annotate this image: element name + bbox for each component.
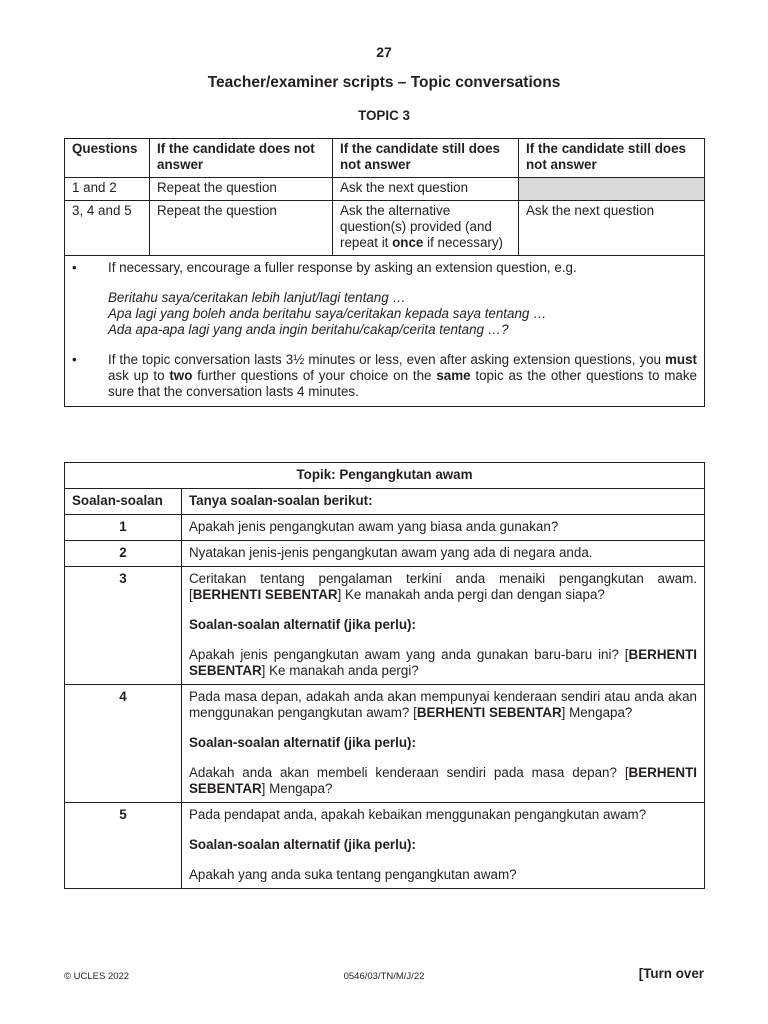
question-text: Pada pendapat anda, apakah kebaikan menggunakan pengangkutan awam? Soalan-soalan alternatif (jika perlu): Apakah yang anda suka tentang pengangkutan awam? xyxy=(182,803,705,889)
cell: Repeat the question xyxy=(150,201,333,256)
question-row-5 xyxy=(65,803,705,889)
column-header-row xyxy=(65,489,705,515)
bullet-icon: • xyxy=(72,260,77,275)
alternative-label: Soalan-soalan alternatif (jika perlu): xyxy=(189,617,416,632)
table-row xyxy=(65,178,705,201)
alternative-label: Soalan-soalan alternatif (jika perlu): xyxy=(189,735,416,750)
cell: Repeat the question xyxy=(150,178,333,201)
alternative-label: Soalan-soalan alternatif (jika perlu): xyxy=(189,837,416,852)
example-questions xyxy=(108,290,697,338)
cell: Ask the next question xyxy=(519,201,705,256)
shaded-cell xyxy=(519,178,705,201)
header-questions: Questions xyxy=(65,139,150,178)
question-number: 2 xyxy=(65,541,182,567)
topic-heading-row xyxy=(65,463,705,489)
cell: Ask the alternative question(s) provided (and repeat it once if necessary) xyxy=(333,201,519,256)
question-number: 3 xyxy=(65,567,182,685)
question-number: 4 xyxy=(65,685,182,803)
bullet-item: • If necessary, encourage a fuller response by asking an extension question, e.g. xyxy=(72,260,577,275)
header-still-no-answer-2: If the candidate still does not answer xyxy=(519,139,705,178)
header-tanya: Tanya soalan-soalan berikut: xyxy=(182,489,705,515)
topic-label: TOPIC 3 xyxy=(358,108,410,123)
question-number: 1 xyxy=(65,515,182,541)
question-text: Ceritakan tentang pengalaman terkini anda menaiki pengangkutan awam. [BERHENTI SEBENTAR] Ke manakah anda pergi dan dengan siapa? Soalan-soalan alternatif (jika perlu): Apakah jenis pengangkutan awam yang anda gunakan baru-baru ini? [BERHENTI SEBENTAR] Ke manakah anda pergi? xyxy=(182,567,705,685)
example-line: Apa lagi yang boleh anda beritahu saya/ceritakan kepada saya tentang … xyxy=(108,306,547,321)
question-row-1 xyxy=(65,515,705,541)
header-still-no-answer: If the candidate still does not answer xyxy=(333,139,519,178)
question-text: Pada masa depan, adakah anda akan mempunyai kenderaan sendiri atau anda akan menggunakan pengangkutan awam? [BERHENTI SEBENTAR] Mengapa? Soalan-soalan alternatif (jika perlu): Adakah anda akan membeli kenderaan sendiri pada masa depan? [BERHENTI SEBENTAR] Mengapa? xyxy=(182,685,705,803)
question-row-2 xyxy=(65,541,705,567)
header-no-answer: If the candidate does not answer xyxy=(150,139,333,178)
question-text: Apakah jenis pengangkutan awam yang biasa anda gunakan? xyxy=(182,515,705,541)
table-row xyxy=(65,201,705,256)
paper-code: 0546/03/TN/M/J/22 xyxy=(343,971,425,982)
alternative-question: Apakah jenis pengangkutan awam yang anda gunakan baru-baru ini? [BERHENTI SEBENTAR] Ke manakah anda pergi? xyxy=(189,647,697,678)
bullet-icon: • xyxy=(72,352,77,367)
cell: Ask the next question xyxy=(333,178,519,201)
example-line: Ada apa-apa lagi yang anda ingin beritahu/cakap/cerita tentang …? xyxy=(108,322,509,337)
notes-cell xyxy=(65,256,705,407)
cell: 1 and 2 xyxy=(65,178,150,201)
question-text: Nyatakan jenis-jenis pengangkutan awam yang ada di negara anda. xyxy=(182,541,705,567)
topic-heading: Topik: Pengangkutan awam xyxy=(65,463,705,489)
turn-over: [Turn over xyxy=(638,966,704,981)
example-line: Beritahu saya/ceritakan lebih lanjut/lagi tentang … xyxy=(108,290,406,305)
instructions-header-row xyxy=(65,139,705,178)
page-number: 27 xyxy=(376,44,392,60)
question-row-4 xyxy=(65,685,705,803)
copyright: © UCLES 2022 xyxy=(64,971,130,982)
question-number: 5 xyxy=(65,803,182,889)
cell: 3, 4 and 5 xyxy=(65,201,150,256)
topic-questions-table xyxy=(64,462,705,889)
alternative-question: Apakah yang anda suka tentang pengangkutan awam? xyxy=(189,867,517,882)
bullet-item: • If the topic conversation lasts 3½ minutes or less, even after asking extension questions, you must ask up to two further questions of your choice on the same topic as the other questions to make sure that the conversation lasts 4 minutes. xyxy=(72,352,698,399)
question-row-3 xyxy=(65,567,705,685)
notes-row xyxy=(65,256,705,407)
alternative-question: Adakah anda akan membeli kenderaan sendiri pada masa depan? [BERHENTI SEBENTAR] Mengapa? xyxy=(189,765,697,796)
page-title: Teacher/examiner scripts – Topic conversations xyxy=(207,74,561,91)
instructions-table xyxy=(64,138,705,407)
header-soalan: Soalan-soalan xyxy=(65,489,182,515)
footer xyxy=(64,966,704,986)
